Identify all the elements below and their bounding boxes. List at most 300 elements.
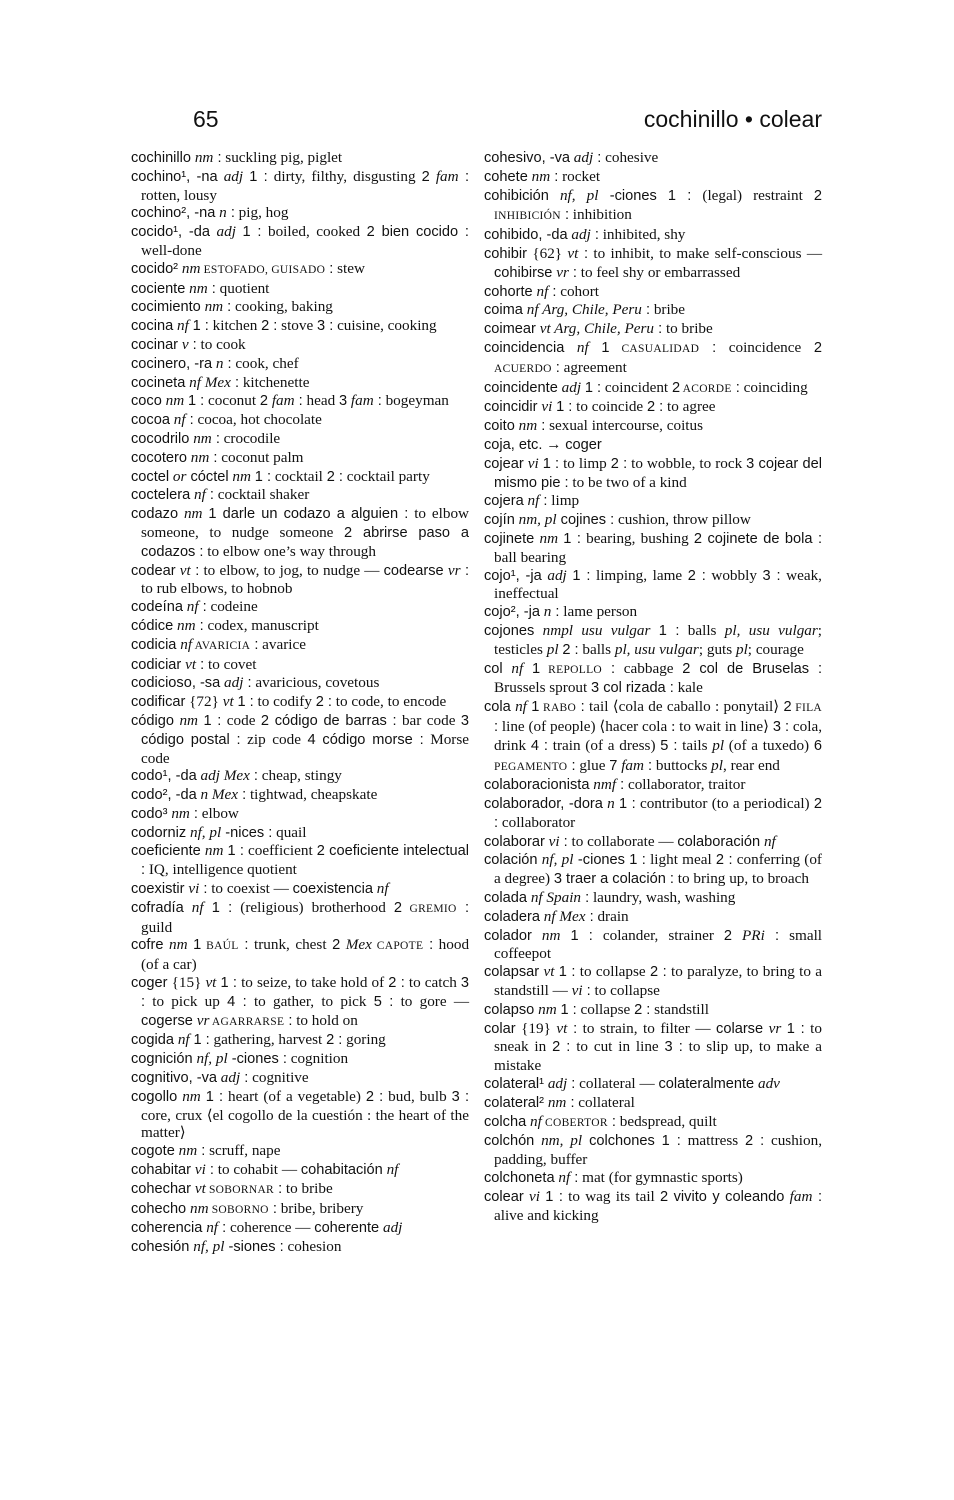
- headword: cocinar: [131, 336, 179, 353]
- italic-label: vi: [571, 982, 583, 1000]
- italic-label: adj: [217, 167, 244, 185]
- italic-label: nf: [564, 338, 589, 356]
- entry-cogote: [131, 1142, 469, 1161]
- entry-cohorte: [484, 283, 822, 302]
- italic-label: vt: [191, 1179, 206, 1197]
- guide-word-first: cochinillo: [643, 106, 739, 132]
- italic-label: n: [215, 204, 227, 222]
- italic-label: v: [178, 335, 189, 353]
- headword: cogida: [131, 1032, 175, 1049]
- bold-text: 2: [813, 187, 823, 204]
- entry-cola: [484, 698, 822, 776]
- bold-text: 2 coeficiente intelectual :: [141, 843, 469, 879]
- definition-text: to cohabit —: [213, 1161, 301, 1179]
- headword: codo³: [131, 805, 168, 822]
- bold-text: 4 :: [530, 737, 548, 754]
- entry-colaborador-dora: [484, 795, 822, 833]
- definition-text: cognitive: [248, 1069, 309, 1087]
- bold-text: 3 traer a colación :: [553, 871, 674, 888]
- bold-text: cohabitación: [300, 1162, 383, 1179]
- italic-label: vi: [191, 1161, 206, 1179]
- headword: cohesivo, -va: [484, 150, 570, 166]
- definition-text: IQ, intelligence quotient: [145, 861, 297, 879]
- headword: codicia: [131, 636, 177, 653]
- definition-text: laundry, wash, washing: [589, 889, 736, 907]
- entry-cocotero: [131, 449, 469, 468]
- definition-text: ball bearing: [494, 548, 567, 566]
- headword: cofre: [131, 937, 164, 954]
- headword: colar: [484, 1020, 516, 1037]
- entry-colacion: [484, 851, 822, 889]
- italic-label: nf: [173, 317, 189, 335]
- entry-colchon: [484, 1132, 822, 1169]
- entry-cojo-ja: [484, 603, 822, 622]
- page-number: 65: [193, 106, 219, 132]
- definition-text: Brussels sprout: [494, 679, 592, 697]
- bold-text: cóctel: [186, 468, 229, 485]
- bold-text: 1 :: [211, 899, 233, 916]
- bold-text: colaboración: [677, 833, 761, 850]
- italic-label: nm: [185, 279, 208, 297]
- headword: codo¹, -da: [131, 768, 197, 785]
- bold-text: :: [197, 1143, 206, 1160]
- italic-label: vi: [523, 454, 539, 472]
- definition-text: train (of a dress): [547, 736, 661, 754]
- entry-cojin: [484, 511, 822, 530]
- bold-text: 1 :: [619, 796, 636, 813]
- headword: colaborar: [484, 833, 545, 850]
- bold-text: :: [654, 321, 663, 338]
- bold-text: 2: [421, 168, 430, 185]
- italic-label: or: [169, 467, 187, 485]
- headword: codicioso, -sa: [131, 675, 221, 692]
- bold-text: :: [643, 757, 653, 774]
- small-caps-synonym: GREMIO: [402, 902, 457, 915]
- entry-cocido: [131, 260, 469, 280]
- bold-text: 3 :: [451, 1088, 469, 1105]
- headword: colapso: [484, 1001, 535, 1018]
- headword: cocimiento: [131, 299, 201, 316]
- small-caps-synonym: CASUALIDAD: [609, 342, 700, 355]
- entry-codorniz: [131, 824, 469, 843]
- bold-text: 1 :: [242, 224, 262, 241]
- definition-text: lame person: [559, 603, 638, 621]
- entry-codazo: [131, 505, 469, 561]
- entry-colapsar: [484, 963, 822, 1001]
- bold-text: 1 :: [658, 622, 680, 639]
- italic-label: nf: [382, 1161, 399, 1179]
- definition-text: conferring (of a degree): [494, 851, 822, 888]
- bold-text: :: [325, 260, 334, 277]
- bold-text: coger: [565, 436, 602, 453]
- italic-label: n Mex: [196, 786, 239, 804]
- entry-coimear: [484, 320, 822, 339]
- definition-text: coinciding: [739, 378, 808, 396]
- bold-text: :: [494, 718, 499, 735]
- bold-text: :: [209, 449, 218, 466]
- italic-label: vt: [181, 655, 197, 673]
- definition-text: to coexist —: [207, 880, 293, 898]
- headword: cognitivo, -va: [131, 1070, 217, 1087]
- definition-text: small coffeepot: [494, 926, 823, 963]
- bold-text: :: [581, 890, 590, 907]
- bold-text: :: [274, 1180, 283, 1197]
- small-caps-synonym: CAPOTE: [371, 940, 424, 953]
- headword: colación: [484, 852, 538, 869]
- bold-text: :: [294, 393, 303, 410]
- definition-text: alive and kicking: [494, 1206, 599, 1224]
- entry-cocodrilo: [131, 430, 469, 449]
- bold-text: :: [551, 359, 560, 376]
- definition-text: light meal: [645, 851, 716, 869]
- bold-text: 2: [783, 699, 792, 716]
- bold-text: 2 col de Bruselas :: [682, 660, 823, 677]
- definition-text: cohesion: [283, 1238, 342, 1256]
- headword: coctel: [131, 468, 170, 485]
- definition-text: tightwad, cheapskate: [246, 786, 378, 804]
- definition-text: to collapse: [590, 982, 660, 1000]
- italic-label: vt: [539, 963, 555, 981]
- bold-text: :: [196, 656, 205, 673]
- entry-cochinillo: [131, 149, 469, 168]
- entry-cocinar: [131, 336, 469, 355]
- bold-text: 2 :: [649, 964, 667, 981]
- bold-text: :: [268, 1200, 277, 1217]
- definition-text: {19}: [515, 1019, 557, 1037]
- entry-codo-da: [131, 786, 469, 805]
- bold-text: :: [559, 833, 568, 850]
- definition-text: kitchenette: [239, 373, 310, 391]
- definition-text: inhibition: [569, 206, 632, 224]
- bold-text: 3 :: [664, 1039, 683, 1056]
- bold-text: 2 cojinete de bola :: [693, 530, 823, 547]
- entry-colar: [484, 1020, 822, 1075]
- definition-text: stove: [277, 317, 318, 335]
- bold-text: 1 :: [661, 1133, 681, 1150]
- italic-label: vt: [175, 561, 191, 579]
- bold-text: :: [238, 787, 247, 804]
- headword: colear: [484, 1188, 524, 1205]
- italic-label: nm: [531, 926, 561, 944]
- bold-text: :: [205, 1162, 214, 1179]
- bold-text: :: [578, 245, 589, 262]
- headword: cocido¹, -da: [131, 224, 210, 241]
- bold-text: 1 :: [786, 1020, 805, 1037]
- bold-text: 1: [193, 937, 202, 954]
- entry-colador: [484, 927, 822, 964]
- italic-label: nf: [523, 492, 540, 510]
- italic-label: nf: [190, 486, 206, 504]
- definition-text: [589, 339, 602, 356]
- bold-text: 2 abrirse paso a codazos :: [141, 524, 470, 560]
- italic-label: nf: [169, 411, 186, 429]
- bold-text: 2: [332, 937, 341, 954]
- entry-coco: [131, 392, 469, 411]
- entry-cocinero-ra: [131, 355, 469, 374]
- italic-label: nm: [174, 1142, 198, 1160]
- headword: cocina: [131, 318, 174, 335]
- definition-text: to pick up: [145, 992, 228, 1010]
- italic-label: n: [539, 603, 552, 621]
- definition-text: to feel shy or embarrassed: [576, 263, 741, 281]
- italic-label: Mex: [340, 936, 372, 954]
- definition-text: wobbly: [705, 566, 763, 584]
- definition-text: {62}: [527, 244, 568, 262]
- bold-text: 1 :: [192, 318, 209, 335]
- small-caps-synonym: PEGAMENTO: [494, 760, 568, 773]
- bold-text: -nices :: [221, 824, 273, 841]
- bold-text: :: [568, 264, 577, 281]
- small-caps-synonym: BAÚL: [201, 940, 239, 953]
- headword: codificar: [131, 694, 186, 711]
- definition-text: rotten, lousy: [141, 186, 217, 204]
- entry-cohabitar: [131, 1161, 469, 1180]
- headword: codo², -da: [131, 787, 197, 804]
- bold-text: :: [223, 299, 232, 316]
- definition-text: cheap, stingy: [257, 767, 342, 785]
- definition-text: goring: [342, 1031, 386, 1049]
- entry-cogollo: [131, 1088, 469, 1142]
- definition-text: to bribe: [282, 1179, 333, 1197]
- small-caps-synonym: ACORDE: [680, 382, 732, 395]
- definition-text: cognition: [286, 1050, 349, 1068]
- bold-text: :: [731, 379, 740, 396]
- guide-words: [644, 106, 822, 133]
- bold-text: -ciones: [573, 852, 625, 869]
- definition-text: to cook: [196, 335, 246, 353]
- headword: códice: [131, 617, 174, 634]
- italic-label: adj: [216, 1069, 241, 1087]
- bold-text: :: [616, 777, 625, 794]
- headword: coger: [131, 975, 168, 992]
- entry-codigo: [131, 712, 469, 767]
- italic-label: adv: [754, 1075, 780, 1093]
- italic-label: nm: [514, 417, 538, 435]
- headword: colaboracionista: [484, 777, 590, 794]
- entry-colcha: [484, 1113, 822, 1133]
- bold-text: 1 :: [227, 843, 244, 860]
- definition-text: ; courage: [747, 640, 804, 658]
- bold-text: 1 :: [203, 712, 222, 729]
- bold-text: 2 :: [562, 641, 579, 658]
- italic-label: nm: [163, 936, 188, 954]
- bold-text: :: [185, 412, 194, 429]
- bold-text: 1 :: [220, 975, 237, 992]
- bold-text: 2 :: [326, 468, 343, 485]
- headword: cojear: [484, 455, 524, 472]
- italic-label: nmf: [589, 776, 617, 794]
- bold-text: 3 :: [772, 718, 790, 735]
- bold-text: codearse: [383, 562, 444, 579]
- definition-text: cohort: [556, 282, 600, 300]
- definition-text: to be two of a kind: [568, 473, 687, 491]
- definition-text: boiled, cooked: [261, 223, 367, 241]
- definition-text: →: [542, 435, 566, 453]
- bold-text: 2 código de barras :: [260, 712, 397, 729]
- definition-text: collateral —: [575, 1075, 659, 1093]
- definition-text: to inhibit, to make self-conscious —: [588, 244, 823, 262]
- bold-text: 1 :: [542, 455, 560, 472]
- italic-label: nm: [178, 505, 203, 523]
- italic-label: fam: [429, 167, 459, 185]
- headword: código: [131, 712, 175, 729]
- italic-label: nf: [372, 880, 389, 898]
- small-caps-synonym: ACUERDO: [494, 362, 552, 375]
- bold-text: 3 cojear del mismo pie :: [494, 455, 822, 491]
- italic-label: vr: [443, 561, 461, 579]
- entry-colaboracionista: [484, 776, 822, 795]
- bold-text: :: [570, 1170, 579, 1187]
- entry-codear: [131, 562, 469, 599]
- italic-label: nf: [176, 635, 193, 653]
- definition-text: kale: [673, 679, 703, 697]
- definition-text: [657, 187, 668, 204]
- italic-label: nm: [200, 298, 224, 316]
- italic-label: vt Arg, Chile, Peru: [535, 320, 655, 338]
- definition-text: to wag its tail: [562, 1187, 660, 1205]
- small-caps-synonym: RABO: [539, 702, 577, 715]
- headword: coherencia: [131, 1220, 203, 1237]
- italic-label: pl, usu vulgar: [724, 621, 818, 639]
- bold-text: 3 :: [762, 567, 781, 584]
- italic-label: nf Arg, Chile, Peru: [522, 301, 642, 319]
- bold-text: :: [250, 636, 259, 653]
- bold-text: :: [641, 302, 651, 319]
- headword: colcha: [484, 1113, 527, 1130]
- entry-cochino-na: [131, 204, 469, 223]
- bold-text: cohibirse: [494, 264, 553, 281]
- definition-text: cook, chef: [231, 354, 299, 372]
- italic-label: nm: [173, 616, 196, 634]
- entry-cofre: [131, 936, 469, 974]
- italic-label: vr: [552, 263, 569, 281]
- italic-label: pl, usu vulgar: [614, 640, 699, 658]
- definition-text: [655, 1132, 662, 1149]
- bold-text: :: [537, 418, 546, 435]
- bold-text: :: [240, 1070, 249, 1087]
- definition-text: core, crux ⟨el cogollo de la cuestión : the heart of the matter⟩: [141, 1106, 469, 1142]
- definition-text: trunk, chest: [248, 936, 333, 954]
- entry-cohibir: [484, 245, 822, 283]
- definition-text: coefficient: [243, 842, 317, 860]
- italic-label: nm: [161, 392, 185, 410]
- definition-text: cuisine, cooking: [333, 317, 437, 335]
- definition-text: collaborator, traitor: [624, 776, 746, 794]
- bold-text: :: [576, 699, 585, 716]
- headword: coco: [131, 393, 162, 410]
- bold-text: coexistencia: [292, 881, 373, 898]
- definition-text: {72}: [185, 693, 223, 711]
- definition-text: mattress: [680, 1132, 745, 1150]
- italic-label: vi: [523, 1187, 540, 1205]
- definition-text: to cut in line: [570, 1038, 665, 1056]
- headword: colateral¹: [484, 1076, 545, 1093]
- entry-cohesivo-va: [484, 149, 822, 168]
- entry-cociente: [131, 280, 469, 299]
- page-header: [131, 106, 822, 138]
- headword: cohesión: [131, 1239, 190, 1256]
- headword: coima: [484, 302, 523, 319]
- definition-text: limping, lame: [590, 566, 688, 584]
- entry-cojinete: [484, 530, 822, 567]
- bold-text: 2 :: [494, 796, 823, 831]
- italic-label: vi: [544, 832, 560, 850]
- italic-label: nf, pl: [189, 1238, 225, 1256]
- bold-text: 2 :: [261, 318, 278, 335]
- entry-cojear: [484, 455, 822, 493]
- headword: codear: [131, 562, 176, 579]
- bold-text: :: [198, 599, 207, 616]
- definition-text: cabbage: [615, 659, 683, 677]
- definition-text: Morse code: [141, 730, 469, 767]
- bold-text: :: [593, 150, 602, 166]
- entry-cochino-na: [131, 168, 469, 205]
- headword: coincidente: [484, 379, 558, 396]
- headword: codeína: [131, 599, 183, 616]
- entry-cohibicion: [484, 187, 822, 227]
- left-column: [131, 149, 469, 1257]
- definition-text: coconut palm: [217, 448, 304, 466]
- italic-label: nf, pl: [548, 186, 599, 204]
- entry-cocineta: [131, 374, 469, 393]
- bold-text: :: [590, 227, 599, 244]
- headword: colador: [484, 927, 532, 944]
- definition-text: to slip up, to make a mistake: [494, 1038, 823, 1075]
- bold-text: :: [207, 280, 216, 297]
- italic-label: fam: [617, 756, 644, 774]
- definition-text: tails: [677, 736, 713, 754]
- bold-text: :: [199, 881, 208, 898]
- definition-text: glue: [575, 756, 610, 774]
- definition-text: avaricious, covetous: [251, 674, 380, 692]
- bold-text: 2 :: [610, 455, 628, 472]
- entry-codo: [131, 805, 469, 824]
- entry-colapso: [484, 1001, 822, 1020]
- definition-text: gathering, harvest: [209, 1031, 327, 1049]
- headword: cola: [484, 699, 511, 716]
- definition-text: bribe, bribery: [276, 1199, 364, 1217]
- bold-text: 1 :: [560, 1001, 577, 1018]
- entry-codeina: [131, 598, 469, 617]
- definition-text: bribe: [650, 301, 686, 319]
- bold-text: cojines :: [556, 512, 615, 529]
- headword: coja, etc.: [484, 436, 543, 453]
- bold-text: :: [189, 805, 198, 822]
- bold-text: colchones: [582, 1133, 655, 1150]
- guide-word-last: colear: [759, 106, 822, 132]
- definition-text: to coincide: [572, 398, 647, 416]
- bold-text: :: [190, 562, 200, 579]
- headword: cognición: [131, 1051, 193, 1068]
- bold-text: 1 :: [558, 964, 576, 981]
- bold-text: 1 :: [205, 1088, 224, 1105]
- headword: cojín: [484, 512, 515, 529]
- small-caps-synonym: SOBORNAR: [205, 1183, 275, 1196]
- bold-text: :: [230, 374, 240, 391]
- entry-coja-etc: [484, 436, 822, 455]
- headword: col: [484, 660, 503, 677]
- entry-coincidente: [484, 379, 822, 399]
- definition-text: zip code: [240, 730, 308, 748]
- definition-text: to covet: [204, 655, 257, 673]
- bold-text: 4 código morse :: [307, 731, 424, 748]
- italic-label: nm: [534, 529, 559, 547]
- bold-text: :: [550, 168, 559, 185]
- headword: cogote: [131, 1143, 175, 1160]
- headword: coeficiente: [131, 843, 201, 860]
- headword: cohibir: [484, 245, 527, 262]
- entry-cohechar: [131, 1180, 469, 1200]
